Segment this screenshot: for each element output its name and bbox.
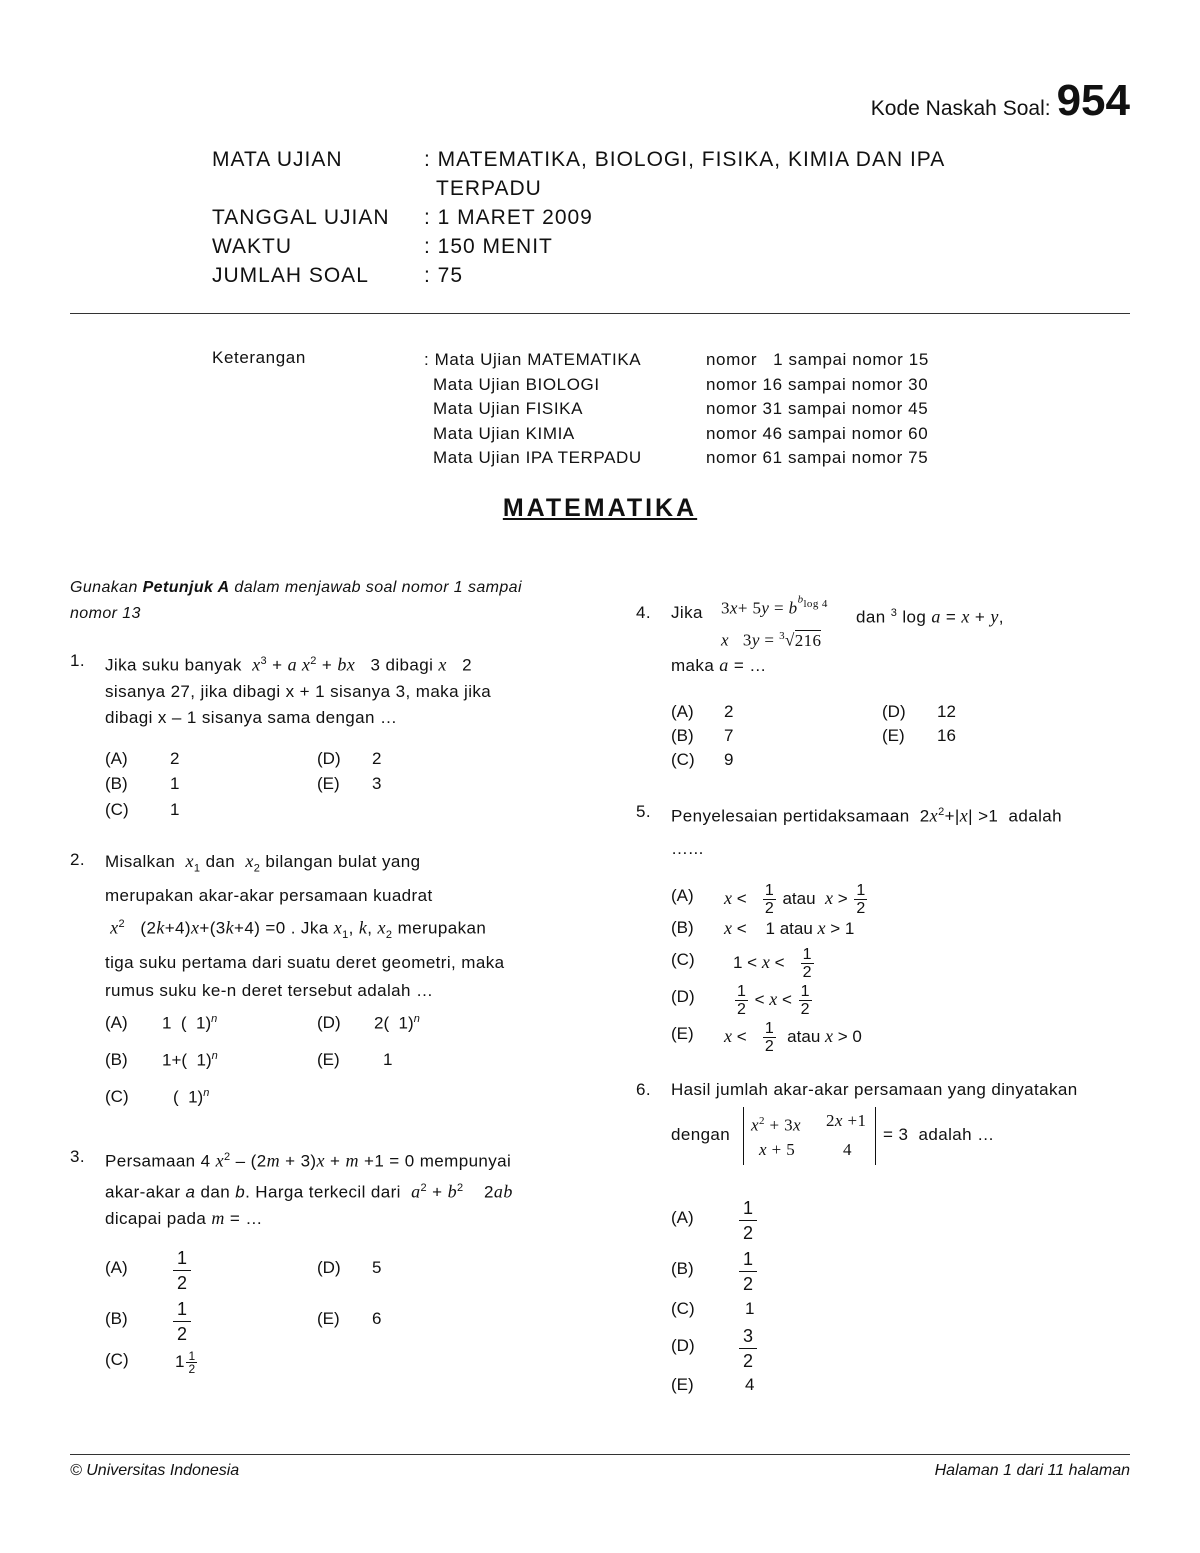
- q1-option-b[interactable]: (B) 1: [105, 774, 180, 793]
- q3-option-b[interactable]: (B) 1 2: [105, 1297, 128, 1317]
- q4-option-c[interactable]: (C) 9: [671, 750, 734, 769]
- q5-option-e[interactable]: (E) x < $\frac{1}{2}$ atau x > 0: [671, 1020, 862, 1055]
- q4-option-d[interactable]: (D) 12: [882, 702, 956, 721]
- q5-number: 5.: [636, 802, 651, 821]
- q2-option-d[interactable]: (D) 2( 1)$^n$: [317, 1013, 420, 1033]
- q5-tail: …...: [671, 838, 704, 858]
- q3-option-e[interactable]: (E) 6: [317, 1309, 382, 1328]
- ket-subject: Mata Ujian FISIKA: [433, 399, 584, 418]
- q5-option-b[interactable]: (B) x < 1 atau x > 1: [671, 918, 855, 938]
- q5-option-d[interactable]: (D) $\frac{1}{2}$ < x < $\frac{1}{2}$: [671, 983, 810, 1018]
- footer-right: Halaman 1 dari 11 halaman: [934, 1462, 1130, 1479]
- q3-option-a[interactable]: (A) 1 2: [105, 1246, 128, 1266]
- keterangan-table: [424, 348, 929, 471]
- q6-option-a[interactable]: (A) 1 2: [671, 1196, 694, 1216]
- keterangan-label: Keterangan: [212, 348, 306, 367]
- q2-number: 2.: [70, 850, 85, 869]
- q6-line1: Hasil jumlah akar-akar persamaan yang dinyatakan: [671, 1080, 1078, 1099]
- info-value: : 150 MENIT: [424, 235, 553, 258]
- kode-value: 954: [1056, 76, 1130, 125]
- info-value: : MATEMATIKA, BIOLOGI, FISIKA, KIMIA DAN IPA: [424, 148, 946, 171]
- q5-option-a[interactable]: (A) x < $\frac{1}{2}$ atau x > $\frac{1}{2}$: [671, 882, 866, 917]
- q4-number: 4.: [636, 603, 651, 622]
- q2-line5: rumus suku ke-n deret tersebut adalah …: [105, 981, 434, 1001]
- exam-info: [212, 145, 945, 290]
- q2-option-e[interactable]: (E) 1: [317, 1050, 393, 1069]
- ket-subject: Mata Ujian BIOLOGI: [433, 374, 600, 394]
- q2-option-b[interactable]: (B) 1+( 1)$^n$: [105, 1050, 218, 1070]
- footer-divider: [70, 1454, 1130, 1455]
- q3-option-d[interactable]: (D) 5: [317, 1258, 382, 1277]
- q6-option-c[interactable]: (C) 1: [671, 1299, 755, 1318]
- instruction-bold: Petunjuk A: [142, 579, 230, 596]
- info-label: TANGGAL UJIAN: [212, 206, 390, 229]
- q1-option-e[interactable]: (E) 3: [317, 774, 382, 793]
- ket-range: nomor 61 sampai nomor 75: [706, 448, 929, 467]
- instruction: [70, 575, 522, 627]
- ket-subject: : Mata Ujian MATEMATIKA: [424, 350, 642, 369]
- q2-option-a[interactable]: (A) 1 ( 1)$^n$: [105, 1013, 218, 1033]
- instruction-post: dalam menjawab soal nomor 1 sampai: [229, 579, 522, 596]
- kode-label: Kode Naskah Soal:: [870, 97, 1051, 120]
- section-title: MATEMATIKA: [502, 494, 698, 522]
- q1-line2: sisanya 27, jika dibagi x + 1 sisanya 3, maka jika: [105, 681, 492, 701]
- q3-text: Persamaan 4 $x^2 - (2m + 3)x + m +1 = 0$ mempunyai akar-akar a dan b. Harga terkecil dari $a^2 + b^2$ 2ab dicapai pada m = …: [105, 1150, 513, 1229]
- header-divider: [70, 313, 1130, 314]
- q3-number: 3.: [70, 1147, 85, 1166]
- kode-naskah: [871, 76, 1130, 126]
- q5-text: Penyelesaian pertidaksamaan $2x^2+|x| >1$ adalah …...: [671, 799, 1141, 862]
- ket-range: nomor 31 sampai nomor 45: [706, 399, 929, 418]
- q4-option-b[interactable]: (B) 7: [671, 726, 734, 745]
- info-label: [212, 174, 436, 203]
- ket-subject: Mata Ujian KIMIA: [433, 423, 575, 443]
- q3-option-c[interactable]: (C) 1 $\frac{1}{2}$: [105, 1349, 196, 1376]
- q4-option-e[interactable]: (E) 16: [882, 726, 956, 745]
- q1-option-d[interactable]: (D) 2: [317, 749, 382, 768]
- q6-number: 6.: [636, 1080, 651, 1099]
- ket-range: nomor 46 sampai nomor 60: [706, 423, 929, 443]
- info-label: MATA UJIAN: [212, 148, 343, 171]
- q6-option-e[interactable]: (E) 4: [671, 1375, 755, 1394]
- q5-option-c[interactable]: (C) 1 < x < $\frac{1}{2}$: [671, 946, 812, 981]
- q2-line4: tiga suku pertama dari suatu deret geometri, maka: [105, 953, 505, 973]
- q6-option-b[interactable]: (B) 1 2: [671, 1247, 694, 1267]
- q1-line3: dibagi x – 1 sisanya sama dengan …: [105, 707, 398, 727]
- q1-text: Jika suku banyak $x^3 + a$ $x^2$ + bx 3 dibagi x 2 sisanya 27, jika dibagi x + 1 sisanya 3, maka jika dibagi x – 1 sisanya sama dengan …: [105, 648, 565, 731]
- q2-option-c[interactable]: (C) ( 1)$^n$: [105, 1087, 210, 1107]
- info-label: WAKTU: [212, 235, 293, 258]
- q4-option-a[interactable]: (A) 2: [671, 702, 734, 721]
- info-label: JUMLAH SOAL: [212, 264, 369, 287]
- ket-subject: Mata Ujian IPA TERPADU: [433, 448, 642, 467]
- q1-number: 1.: [70, 651, 85, 670]
- q6-determinant: dengan $x^2 + 3x$ 2x +1 x + 5 4 = 3 adalah …: [671, 1104, 1141, 1166]
- q6-option-d[interactable]: (D) 3 2: [671, 1324, 695, 1344]
- info-value: : 1 MARET 2009: [424, 206, 593, 229]
- info-value: : 75: [424, 264, 464, 287]
- q2-line2: merupakan akar-akar persamaan kuadrat: [105, 886, 433, 906]
- ket-range: nomor 16 sampai nomor 30: [706, 374, 929, 394]
- instruction-pre: Gunakan: [70, 579, 143, 596]
- instruction-line2: nomor 13: [70, 605, 141, 622]
- q1-option-a[interactable]: (A) 2: [105, 749, 180, 768]
- info-value: TERPADU: [436, 177, 542, 200]
- footer-left: © Universitas Indonesia: [70, 1462, 240, 1479]
- ket-range: nomor 1 sampai nomor 15: [706, 350, 929, 369]
- q2-text: Misalkan $x_1$ dan $x_2$ bilangan bulat yang merupakan akar-akar persamaan kuadrat $x^2$ (2k+4)x+(3k+4) =0 . Jka $x_1$, k, $x_2$ merupakan tiga suku pertama dari suatu deret geometri, maka rumus suku ke-n deret tersebut adalah …: [105, 847, 575, 1005]
- q1-option-c[interactable]: (C) 1: [105, 800, 180, 819]
